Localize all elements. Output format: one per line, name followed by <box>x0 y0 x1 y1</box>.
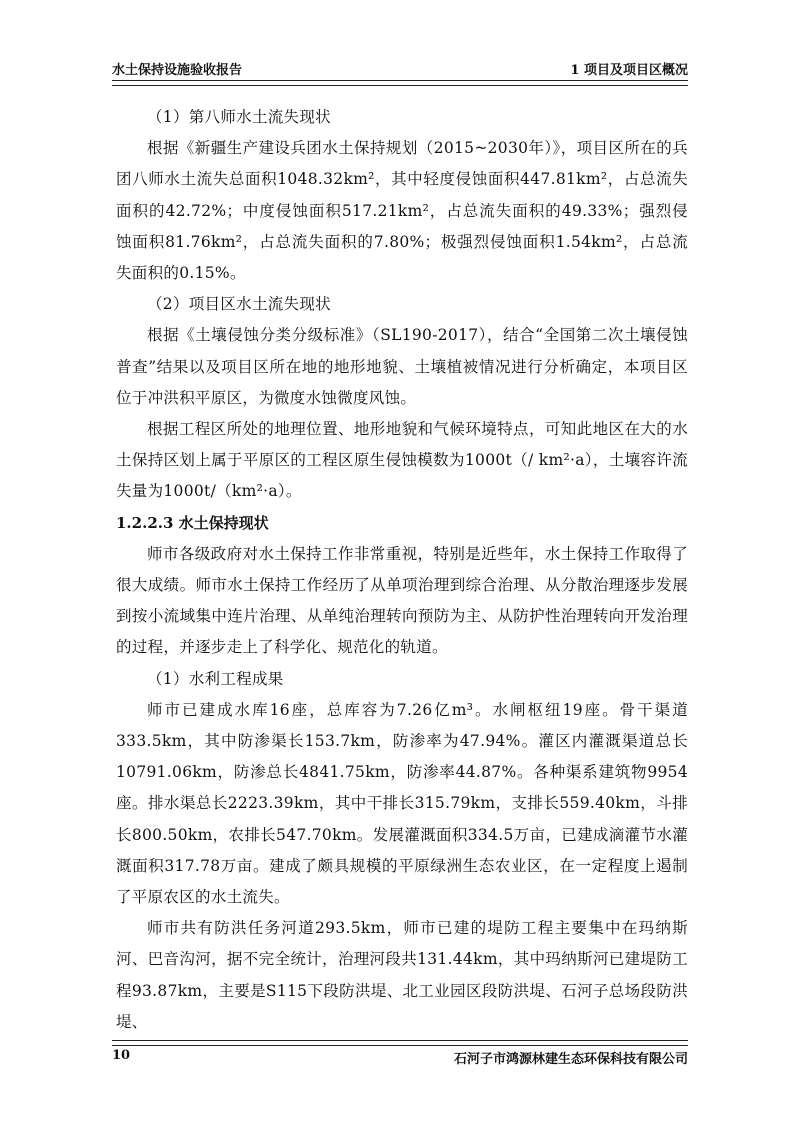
header-report-title: 水土保持设施验收报告 <box>112 63 243 78</box>
subsection-heading-2: （2）项目区水土流失现状 <box>147 295 331 314</box>
footer-company-name: 石河子市鸿源林建生态环保科技有限公司 <box>453 1052 688 1067</box>
paragraph-flood-control: 师市共有防洪任务河道293.5km，师市已建的堤防工程主要集中在玛纳斯河、巴音沟河，据不完全统计，治理河段共131.44km，其中玛纳斯河已建堤防工程93.87km，主要是S115下段防洪堤、北工业园区段防洪堤、石河子总场段防洪堤、 <box>116 919 688 1031</box>
header-section-title: 1 项目及项目区概况 <box>570 63 688 78</box>
paragraph-erosion-division: 根据《新疆生产建设兵团水土保持规划（2015~2030年）》，项目区所在的兵团八师水土流失总面积1048.32km²，其中轻度侵蚀面积447.81km²，占总流失面积的42.72%；中度侵蚀面积517.21km²，占总流失面积的49.33%；强烈侵蚀面积81.76km²，占总流失面积的7.80%；极强烈侵蚀面积1.54km²，占总流失面积的0.15%。 <box>116 139 688 283</box>
page-body <box>116 102 688 1038</box>
subsection-heading-water-works: （1）水利工程成果 <box>147 669 284 688</box>
page-footer <box>112 1048 688 1070</box>
footer-divider <box>112 1040 688 1046</box>
paragraph-water-works: 师市已建成水库16座，总库容为7.26亿m³。水闸枢纽19座。骨干渠道333.5km，其中防渗渠长153.7km，防渗率为47.94%。灌区内灌溉渠道总长10791.06km，防渗总长4841.75km，防渗率44.87%。各种渠系建筑物9954座。排水渠总长2223.39km，其中干排长315.79km，支排长559.40km，斗排长800.50km，农排长547.70km。发展灌溉面积334.5万亩，已建成滴灌节水灌溉面积317.78万亩。建成了颇具规模的平原绿洲生态农业区，在一定程度上遏制了平原农区的水土流失。 <box>116 700 688 907</box>
page-header <box>112 54 688 78</box>
subsection-heading-1: （1）第八师水土流失现状 <box>147 108 331 126</box>
page-number: 10 <box>112 1048 131 1063</box>
paragraph-conservation-status: 师市各级政府对水土保持工作非常重视，特别是近些年，水土保持工作取得了很大成绩。师市水土保持工作经历了从单项治理到综合治理、从分散治理逐步发展到按小流域集中连片治理、从单纯治理转向预防为主、从防护性治理转向开发治理的过程，并逐步走上了科学化、规范化的轨道。 <box>116 544 688 657</box>
paragraph-erosion-modulus: 根据工程区所处的地理位置、地形地貌和气候环境特点，可知此地区在大的水土保持区划上属于平原区的工程区原生侵蚀模数为1000t（/ km²·a），土壤容许流失量为1000t/（km²·a）。 <box>116 420 688 501</box>
section-heading-1-2-2-3: 1.2.2.3 水土保持现状 <box>116 513 269 532</box>
header-divider <box>112 80 688 86</box>
paragraph-project-erosion: 根据《土壤侵蚀分类分级标准》（SL190-2017），结合“全国第二次土壤侵蚀普查”结果以及项目区所在地的地形地貌、土壤植被情况进行分析确定，本项目区位于冲洪积平原区，为微度水蚀微度风蚀。 <box>116 326 688 407</box>
